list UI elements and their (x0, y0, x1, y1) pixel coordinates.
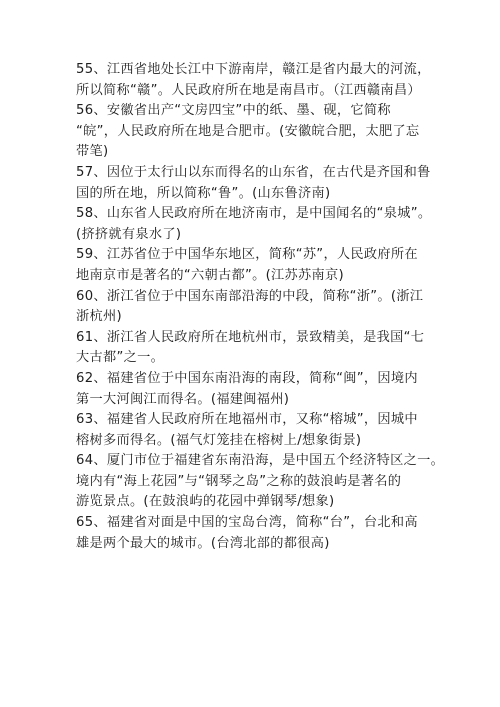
entry-line: 57、因位于太行山以东而得名的山东省，在古代是齐国和鲁 (76, 164, 431, 180)
entry-line: 58、山东省人民政府所在地济南市，是中国闻名的“泉城”。 (76, 206, 432, 222)
entry-paragraph (76, 204, 460, 245)
entry-line: 第一大河闽江而得名。(福建闽福州) (76, 391, 290, 407)
entry-line: (挤挤就有泉水了) (76, 226, 182, 242)
entry-line: 所以简称“赣”。人民政府所在地是南昌市。（江西赣南昌） (76, 82, 421, 98)
entry-paragraph (76, 60, 460, 101)
entry-line: 大古都”之一。 (76, 350, 165, 366)
entry-line: 国的所在地，所以简称“鲁”。(山东鲁济南) (76, 185, 331, 201)
entry-line: 浙杭州) (76, 309, 122, 325)
entry-paragraph (76, 513, 460, 554)
entry-line: 64、厦门市位于福建省东南沿海，是中国五个经济特区之一。 (76, 453, 445, 469)
entry-line: 雄是两个最大的城市。(台湾北部的都很高) (76, 535, 330, 551)
entry-paragraph (76, 328, 460, 369)
entry-paragraph (76, 287, 460, 328)
entry-paragraph (76, 245, 460, 286)
entry-line: 60、浙江省位于中国东南部沿海的中段，简称“浙”。(浙江 (76, 288, 424, 304)
entry-line: 59、江苏省位于中国华东地区，简称“苏”，人民政府所在 (76, 247, 418, 263)
entry-line: 带笔) (76, 144, 109, 160)
entry-paragraph (76, 163, 460, 204)
entry-paragraph (76, 410, 460, 451)
entry-line: 65、福建省对面是中国的宝岛台湾，简称“台”，台北和高 (76, 515, 418, 531)
entry-line: 地南京市是著名的“六朝古都”。(江苏苏南京) (76, 267, 344, 283)
entry-line: 61、浙江省人民政府所在地杭州市，景致精美，是我国“七 (76, 329, 425, 345)
entry-paragraph (76, 451, 460, 513)
entry-paragraph (76, 101, 460, 163)
entry-line: 56、安徽省出产“文房四宝”中的纸、墨、砚，它简称 (76, 103, 391, 119)
entry-line: 境内有“海上花园”与“钢琴之岛”之称的鼓浪屿是著名的 (76, 473, 402, 489)
entry-line: 55、江西省地处长江中下游南岸，赣江是省内最大的河流， (76, 62, 431, 77)
entry-line: 榕树多而得名。(福气灯笼挂在榕树上/想象街景) (76, 432, 362, 448)
entry-line: “皖”，人民政府所在地是合肥市。(安徽皖合肥，太肥了忘 (76, 123, 420, 139)
entry-paragraph (76, 369, 460, 410)
entry-line: 63、福建省人民政府所在地福州市，又称“榕城”，因城中 (76, 412, 418, 428)
entry-line: 游览景点。(在鼓浪屿的花园中弹钢琴/想象) (76, 494, 335, 510)
entry-line: 62、福建省位于中国东南沿海的南段，简称“闽”，因境内 (76, 370, 418, 386)
entry-list (76, 60, 460, 554)
